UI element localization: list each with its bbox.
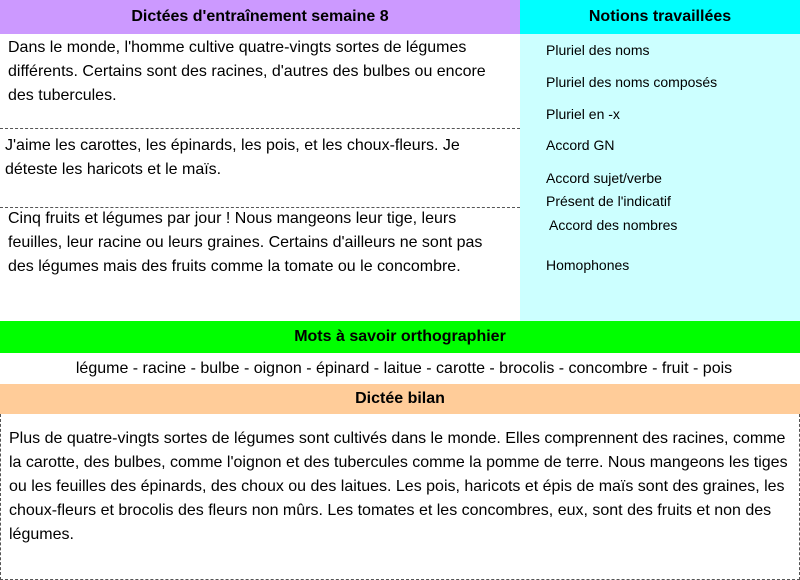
mots-list-row	[0, 353, 800, 384]
bilan-panel	[0, 414, 800, 580]
dictee-3: Cinq fruits et légumes par jour ! Nous mangeons leur tige, leurs feuilles, leur racine ou leurs graines. Certains d'ailleurs ne sont pas des légumes mais des fruits comme la tomate ou le concombre.	[8, 210, 483, 275]
dictees-panel	[0, 34, 520, 321]
mots-title: Mots à savoir orthographier	[294, 328, 506, 345]
mots-header	[0, 321, 800, 353]
notion-item: Présent de l'indicatif	[546, 193, 671, 209]
bilan-title: Dictée bilan	[355, 390, 445, 407]
dictee-divider-1	[0, 128, 520, 129]
header-right	[520, 0, 800, 34]
notion-item: Pluriel en -x	[546, 106, 620, 122]
page-title: Dictées d'entraînement semaine 8	[131, 8, 389, 25]
notion-item: Accord des nombres	[549, 217, 678, 233]
dictee-2: J'aime les carottes, les épinards, les pois, et les choux-fleurs. Je déteste les haricots et le maïs.	[5, 137, 460, 178]
mots-list: légume - racine - bulbe - oignon - épinard - laitue - carotte - brocolis - concombre - fruit - pois	[75, 359, 733, 377]
notions-title: Notions travaillées	[588, 8, 732, 25]
notion-item: Pluriel des noms composés	[546, 74, 718, 90]
dictee-1: Dans le monde, l'homme cultive quatre-vingts sortes de légumes différents. Certains sont des racines, d'autres des bulbes ou encore des tubercules.	[8, 39, 486, 104]
notion-item: Homophones	[546, 257, 630, 273]
notion-item: Accord GN	[546, 137, 615, 153]
notions-panel	[520, 34, 800, 321]
header-left	[0, 0, 520, 34]
bilan-header	[0, 384, 800, 414]
notion-item: Pluriel des noms	[546, 42, 650, 58]
notion-item: Accord sujet/verbe	[546, 170, 662, 186]
bilan-text: Plus de quatre-vingts sortes de légumes sont cultivés dans le monde. Elles comprennent des racines, comme la carotte, des bulbes, comme l'oignon et des tubercules comme la pomme de terre. Nous mangeons les tiges ou les feuilles des épinards, des choux ou des laitues. Les pois, haricots et épis de maïs sont des graines, les choux-fleurs et brocolis des fleurs non mûrs. Les tomates et les concombres, eux, sont des fruits et non des légumes.	[9, 430, 788, 543]
